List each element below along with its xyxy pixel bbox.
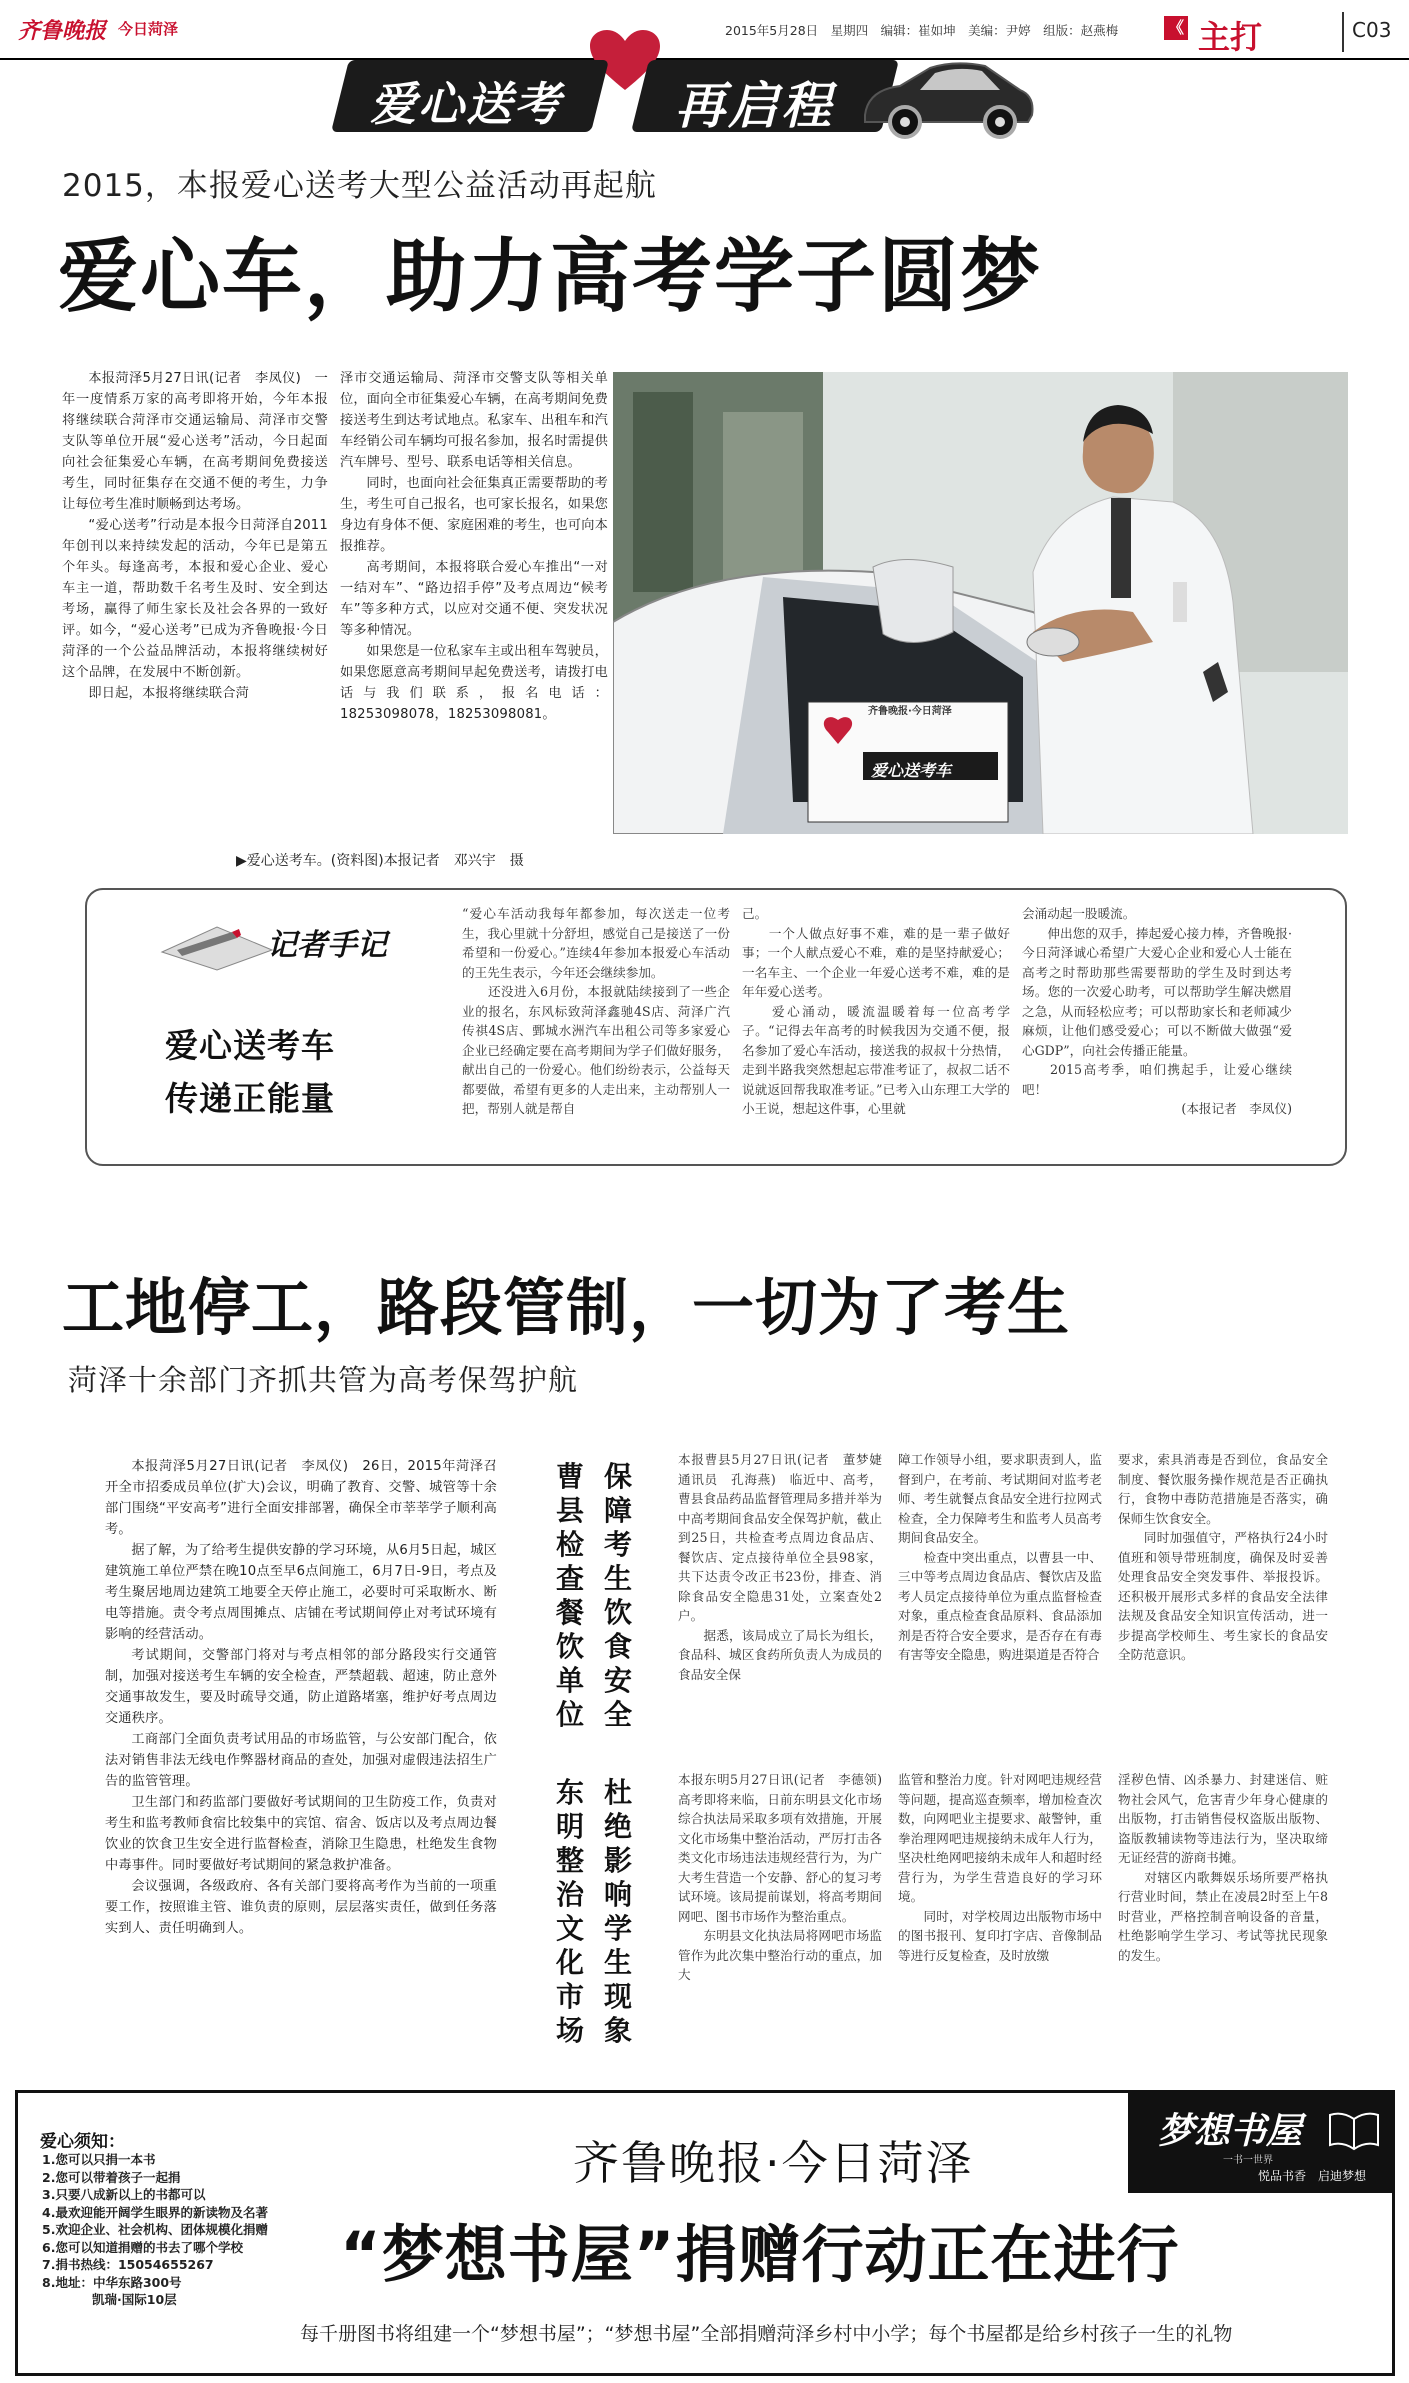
notes-column-3 xyxy=(1022,904,1292,1119)
story1-column-1 xyxy=(62,368,328,704)
ad-headline: “梦想书屋”捐赠行动正在进行 xyxy=(340,2218,1180,2291)
ad-slogan: 悦品书香 启迪梦想 xyxy=(1258,2169,1367,2183)
ad-notice-title: 爱心须知： xyxy=(40,2132,125,2152)
notice-item: 8.地址：中华东路300号 xyxy=(42,2274,182,2290)
paragraph: 工商部门全面负责考试用品的市场监管，与公安部门配合，依法对销售非法无线电作弊器材商品的查处，加强对虚假违法招生广告的监管管理。 xyxy=(105,1732,497,1789)
story2-subhead: 菏泽十余部门齐抓共管为高考保驾护航 xyxy=(68,1363,579,1397)
sticker-brand: 齐鲁晚报·今日菏泽 xyxy=(868,706,952,717)
paragraph: 会议强调，各级政府、各有关部门要将高考作为当前的一项重要工作，按照谁主管、谁负责的原则，层层落实责任，做到任务落实到人、责任明确到人。 xyxy=(105,1879,497,1936)
paragraph: 考试期间，交警部门将对与考点相邻的部分路段实行交通管制，加强对接送考生车辆的安全检查，严禁超载、超速，防止意外交通事故发生，要及时疏导交通，防止道路堵塞，维护好考点周边交通秩序。 xyxy=(105,1648,497,1726)
notice-item: 6.您可以知道捐赠的书去了哪个学校 xyxy=(42,2239,243,2255)
banner-right-text: 再启程 xyxy=(675,77,834,135)
masthead-meta: 2015年5月28日 星期四 编辑：崔如坤 美编：尹婷 组版：赵燕梅 xyxy=(725,23,1119,38)
paragraph: 高考期间，本报将联合爱心车推出“一对一结对车”、“路边招手停”及考点周边“候考车”等多种方式，以应对交通不便、突发状况等多种情况。 xyxy=(340,560,608,638)
paragraph: 泽市交通运输局、菏泽市交警支队等相关单位，面向全市征集爱心车辆，在高考期间免费接送考生到达考试地点。私家车、出租车和汽车经销公司车辆均可报名参加，报名时需提供汽车牌号、型号、联系电话等相关信息。 xyxy=(340,371,608,470)
notice-item: 凯瑞·国际10层 xyxy=(42,2292,177,2307)
notice-item: 1.您可以只捐一本书 xyxy=(42,2152,156,2167)
photo-caption: ▶爱心送考车。(资料图)本报记者 邓兴宇 摄 xyxy=(236,853,524,869)
paragraph: 如果您是一位私家车主或出租车驾驶员，如果您愿意高考期间早起免费送考，请拨打电话与我们联系，报名电话：18253098078，18253098081。 xyxy=(340,644,608,722)
section-arrow-icon: 《 xyxy=(1164,16,1188,40)
masthead-logo: 齐鲁晚报 xyxy=(18,18,107,44)
notice-item: 4.最欢迎能开阔学生眼界的新读物及名著 xyxy=(42,2204,268,2220)
notice-item: 2.您可以带着孩子一起捐 xyxy=(42,2169,181,2185)
ad-logo-block xyxy=(1128,2093,1395,2193)
notice-item: 3.只要八成新以上的书都可以 xyxy=(42,2187,206,2202)
story4-column-2: 监管和整治力度。针对网吧违规经营等问题，提高巡查频率，增加检查次数，向网吧业主提要求、敲警钟，重拳治理网吧违规接纳未成年人行为，坚决杜绝网吧接纳未成年人和超时经营行为，为学生营造良好的学习环境。 同时，对学校周边出版物市场中的图书报刊、复印打字店、音像制品等进行反复检查，及时放缴 xyxy=(898,1772,1102,1963)
sticker-title: 爱心送考车 xyxy=(871,761,952,780)
story4-column-3: 淫秽色情、凶杀暴力、封建迷信、赃物社会风气，危害青少年身心健康的出版物，打击销售侵权盗版出版物、盗版教辅读物等违法行为，坚决取缔无证经营的游商书摊。 对辖区内歌舞娱乐场所要严格执行营业时间，禁止在凌晨2时至上午8时营业，严格控制音响设备的音量，杜绝影响学生学习、考试等扰民现象的发生。 xyxy=(1118,1772,1328,1963)
page-number: C03 xyxy=(1352,18,1392,42)
section-name: 主打 xyxy=(1198,18,1263,56)
notice-item: 5.欢迎企业、社会机构、团体规模化捐赠 xyxy=(42,2222,268,2237)
banner xyxy=(340,30,1040,142)
notes-column-2: 己。 一个人做点好事不难，难的是一辈子做好事；一个人献点爱心不难，难的是坚持献爱心；一名车主、一个企业一年爱心送考不难，难的是年年爱心送考。 爱心涌动，暖流温暖着每一位高考学子。“记得去年高考的时候我因为交通不便，报名参加了爱心车活动，接送我的叔叔十分热情，走到半路我突然想起忘带准考证了，叔叔二话不说就返回帮我取准考证。”已考入山东理工大学的小王说，想起这件事，心里就 xyxy=(742,906,1010,1116)
masthead-divider xyxy=(1342,12,1344,52)
notice-item: 7.捐书热线：15054655267 xyxy=(42,2257,214,2272)
ad-footer: 每千册图书将组建一个“梦想书屋”；“梦想书屋”全部捐赠菏泽乡村中小学；每个书屋都是给乡村孩子一生的礼物 xyxy=(300,2323,1233,2345)
story3-title-b: 曹县检查餐饮单位 xyxy=(556,1460,585,1731)
paragraph: 卫生部门和药监部门要做好考试期间的卫生防疫工作，负责对考生和监考教师食宿比较集中的宾馆、宿舍、饭店以及考点周边餐饮业的饮食卫生安全进行监督检查，消除卫生隐患，杜绝发生食物中毒事件。同时要做好考试期间的紧急救护准备。 xyxy=(105,1795,497,1873)
notes-column-3-text: 会涌动起一股暖流。 伸出您的双手，捧起爱心接力棒，齐鲁晚报·今日菏泽诚心希望广大爱心企业和爱心人士能在高考之时帮助那些需要帮助的学生及时到达考场。您的一次爱心助考，可以帮助学生解决燃眉之急，从而轻松应考；可以帮助家长和老师减少麻烦，让他们感受爱心；可以不断做大做强“爱心GDP”，向社会传播正能量。 2015高考季，咱们携起手，让爱心继续吧！ xyxy=(1022,906,1292,1097)
story4-title-a: 杜绝影响学生现象 xyxy=(604,1776,633,2047)
notes-title-2: 传递正能量 xyxy=(165,1079,335,1118)
story1-photo xyxy=(613,372,1348,834)
notes-title-1: 爱心送考车 xyxy=(165,1026,335,1065)
story4-title-b: 东明整治文化市场 xyxy=(556,1776,585,2047)
story1-kicker: 2015，本报爱心送考大型公益活动再起航 xyxy=(62,168,657,204)
notes-box xyxy=(85,888,1347,1166)
story2-headline: 工地停工，路段管制，一切为了考生 xyxy=(62,1271,1071,1344)
paragraph: 本报菏泽5月27日讯(记者 李凤仪) 26日，2015年菏泽召开全市招委成员单位(扩大)会议，明确了教育、交警、城管等十余部门围绕“平安高考”进行全面安排部署，确保全市莘莘学子顺利高考。 xyxy=(105,1459,497,1537)
notes-byline: (本报记者 李凤仪) xyxy=(1181,1101,1292,1116)
story3-column-2: 障工作领导小组，要求职责到人，监督到户，在考前、考试期间对监考老师、考生就餐点食品安全进行拉网式检查，全力保障考生和监考人员高考期间食品安全。 检查中突出重点，以曹县一中、三中等考点周边食品店、餐饮店及监考人员定点接待单位为重点监督检查对象，重点检查食品原料、食品添加剂是否符合安全要求，是否存在有毒有害等安全隐患，购进渠道是否符合 xyxy=(898,1452,1102,1662)
story2-body xyxy=(105,1456,497,1939)
pen-paper-icon xyxy=(157,912,277,974)
story1-headline: 爱心车，助力高考学子圆梦 xyxy=(58,230,1042,323)
paragraph: 即日起，本报将继续联合菏 xyxy=(88,686,250,701)
story3-column-1: 本报曹县5月27日讯(记者 董梦婕 通讯员 孔海燕) 临近中、高考，曹县食品药品监督管理局多措并举为中高考期间食品安全保驾护航，截止到25日，共检查考点周边食品店、餐饮店、定点接待单位全县98家，共下达责令改正书23份，排查、消除食品安全隐患31处，立案查处2户。 据悉，该局成立了局长为组长，食品科、城区食药所负责人为成员的食品安全保 xyxy=(678,1452,882,1682)
photo-scene xyxy=(613,372,1348,834)
open-book-icon xyxy=(1328,2111,1380,2151)
paragraph: 本报菏泽5月27日讯(记者 李凤仪) 一年一度情系万家的高考即将开始，今年本报将继续联合菏泽市交通运输局、菏泽市交警支队等单位开展“爱心送考”活动，今日起面向社会征集爱心车辆，在高考期间免费接送考生，同时征集存在交通不便的考生，力争让每位考生准时顺畅到达考场。 xyxy=(62,371,328,512)
story1-column-2 xyxy=(340,368,608,725)
notes-label: 记者手记 xyxy=(267,928,387,963)
story4-column-1: 本报东明5月27日讯(记者 李德领) 高考即将来临，日前东明县文化市场综合执法局采取多项有效措施，开展文化市场集中整治活动，严厉打击各类文化市场违法违规经营行为，为广大考生营造一个安静、舒心的复习考试环境。该局提前谋划，将高考期间网吧、图书市场作为整治重点。 东明县文化执法局将网吧市场监管作为此次集中整治行动的重点，加大 xyxy=(678,1772,882,1982)
paragraph: “爱心送考”行动是本报今日菏泽自2011年创刊以来持续发起的活动，今年已是第五个年头。每逢高考，本报和爱心企业、爱心车主一道，帮助数千名考生及时、安全到达考场，赢得了师生家长及社会各界的一致好评。如今，“爱心送考”已成为齐鲁晚报·今日菏泽的一个公益品牌活动，本报将继续树好这个品牌，在发展中不断创新。 xyxy=(62,518,328,680)
ad-logo-sub: 一书一世界 xyxy=(1223,2155,1273,2166)
masthead-subtitle: 今日菏泽 xyxy=(118,20,179,38)
car-icon xyxy=(860,60,1035,140)
story3-column-3: 要求，索具消毒是否到位，食品安全制度、餐饮服务操作规范是否正确执行，食物中毒防范措施是否落实，确保师生饮食安全。 同时加强值守，严格执行24小时值班和领导带班制度，确保及时妥善处理食品安全突发事件、举报投诉。还积极开展形式多样的食品安全法律法规及食品安全知识宣传活动，进一步提高学校师生、考生家长的食品安全防范意识。 xyxy=(1118,1452,1328,1662)
ad-brand: 齐鲁晚报·今日菏泽 xyxy=(573,2136,974,2190)
notes-column-1: “爱心车活动我每年都参加，每次送走一位考生，我心里就十分舒坦，感觉自己是接送了一份希望和一份爱心。”连续4年参加本报爱心车活动的王先生表示，今年还会继续参加。 还没进入6月份，本报就陆续接到了一些企业的报名，东风标致菏泽鑫驰4S店、菏泽广汽传祺4S店、鄄城水洲汽车出租公司等多家爱心企业已经确定要在高考期间为学子们做好服务，献出自己的一份爱心。他们纷纷表示，公益每天都要做，希望有更多的人走出来，主动帮别人一把，帮别人就是帮自 xyxy=(462,906,730,1116)
ad-notice-list xyxy=(42,2151,268,2309)
banner-left-text: 爱心送考 xyxy=(370,77,562,131)
paragraph: 据了解，为了给考生提供安静的学习环境，从6月5日起，城区建筑施工单位严禁在晚10点至早6点间施工，6月7日-9日，考点及考生聚居地周边建筑工地要全天停止施工，必要时可采取断水、断电等措施。责令考点周围摊点、店铺在考试期间停止对考试环境有影响的经营活动。 xyxy=(105,1543,497,1642)
ad-logo-text: 梦想书屋 xyxy=(1158,2110,1303,2152)
paragraph: 同时，也面向社会征集真正需要帮助的考生，考生可自己报名，也可家长报名，如果您身边有身体不便、家庭困难的考生，也可向本报推荐。 xyxy=(340,476,608,554)
story3-title-a: 保障考生饮食安全 xyxy=(604,1460,633,1731)
ad-banner xyxy=(15,2090,1395,2376)
